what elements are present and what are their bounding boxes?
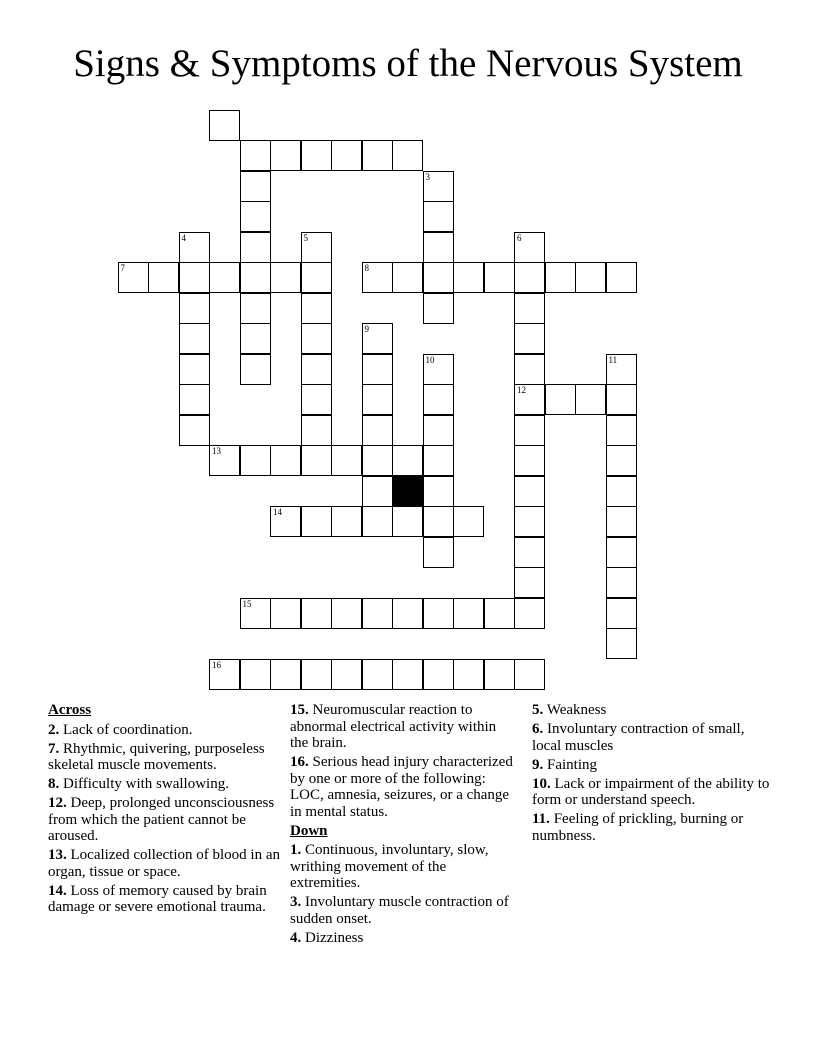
grid-cell[interactable]	[301, 232, 332, 263]
grid-cell[interactable]	[301, 415, 332, 446]
grid-cell[interactable]	[606, 384, 637, 415]
clue-text: Feeling of prickling, burning or numbness.	[532, 811, 744, 844]
clue-number: 6.	[532, 721, 544, 737]
grid-cell[interactable]	[423, 659, 454, 690]
clue-text: Loss of memory caused by brain damage or severe emotional trauma.	[48, 882, 267, 915]
across-clue-8	[48, 776, 284, 793]
grid-cell[interactable]	[362, 506, 393, 537]
clues-column-1	[48, 702, 284, 918]
clue-number-label: 3	[425, 171, 430, 182]
grid-cell[interactable]	[362, 415, 393, 446]
grid-cell[interactable]	[240, 293, 271, 324]
grid-cell[interactable]	[179, 293, 210, 324]
clue-number: 11.	[532, 811, 550, 827]
grid-cell[interactable]	[606, 598, 637, 629]
clue-number: 8.	[48, 776, 60, 792]
grid-cell[interactable]	[240, 201, 271, 232]
grid-cell[interactable]	[240, 354, 271, 385]
across-heading: Across	[48, 702, 92, 718]
grid-cell[interactable]	[362, 354, 393, 385]
grid-cell[interactable]	[301, 384, 332, 415]
clue-text: Localized collection of blood in an organ, tissue or space.	[48, 847, 281, 880]
black-cell	[392, 476, 423, 507]
grid-cell[interactable]	[453, 506, 484, 537]
grid-cell[interactable]	[423, 598, 454, 629]
clue-number: 3.	[290, 894, 302, 910]
grid-cell[interactable]	[484, 598, 515, 629]
clue-number-label: 16	[212, 659, 221, 670]
clue-number: 12.	[48, 795, 67, 811]
down-clue-9	[532, 757, 772, 774]
grid-cell[interactable]	[179, 384, 210, 415]
grid-cell[interactable]	[179, 354, 210, 385]
grid-cell[interactable]	[423, 262, 454, 293]
grid-cell[interactable]	[606, 628, 637, 659]
across-clue-12	[48, 795, 284, 845]
grid-cell[interactable]	[575, 262, 606, 293]
grid-cell[interactable]	[118, 262, 149, 293]
grid-cell[interactable]	[423, 293, 454, 324]
across-clue-2	[48, 722, 284, 739]
grid-cell[interactable]	[331, 506, 362, 537]
down-clue-3	[290, 894, 518, 927]
grid-cell[interactable]	[179, 415, 210, 446]
clue-number: 15.	[290, 702, 309, 718]
grid-cell[interactable]	[545, 384, 576, 415]
grid-cell[interactable]	[606, 262, 637, 293]
grid-cell[interactable]	[392, 262, 423, 293]
grid-cell[interactable]	[514, 659, 545, 690]
grid-cell[interactable]	[423, 201, 454, 232]
clue-text: Lack or impairment of the ability to form or understand speech.	[532, 775, 770, 808]
grid-cell[interactable]	[514, 232, 545, 263]
grid-cell[interactable]	[209, 110, 240, 141]
grid-cell[interactable]	[423, 384, 454, 415]
grid-cell[interactable]	[514, 293, 545, 324]
clue-number-label: 13	[212, 446, 221, 456]
clue-number: 2.	[48, 721, 60, 738]
grid-cell[interactable]	[179, 323, 210, 354]
grid-cell[interactable]	[301, 293, 332, 324]
grid-cell[interactable]	[423, 476, 454, 507]
grid-cell[interactable]	[301, 598, 332, 629]
grid-cell[interactable]	[606, 415, 637, 446]
clue-text: Rhythmic, quivering, purposeless skeletal muscle movements.	[48, 740, 265, 773]
grid-cell[interactable]	[331, 445, 362, 476]
across-clue-7	[48, 741, 284, 774]
clues-column-3	[532, 702, 772, 847]
grid-cell[interactable]	[606, 354, 637, 385]
grid-cell[interactable]	[514, 415, 545, 446]
grid-cell[interactable]	[514, 323, 545, 354]
grid-cell[interactable]	[179, 262, 210, 293]
grid-cell[interactable]	[362, 659, 393, 690]
grid-cell[interactable]	[240, 140, 271, 171]
down-clue-6	[532, 721, 772, 754]
grid-cell[interactable]	[240, 659, 271, 690]
clue-number: 4.	[290, 929, 302, 946]
grid-cell[interactable]	[606, 476, 637, 507]
grid-cell[interactable]	[453, 659, 484, 690]
clue-number: 5.	[532, 702, 544, 718]
grid-cell[interactable]	[423, 537, 454, 568]
across-clue-15	[290, 702, 518, 752]
clue-number: 7.	[48, 740, 60, 757]
grid-cell[interactable]	[392, 506, 423, 537]
grid-cell[interactable]	[148, 262, 179, 293]
grid-cell[interactable]	[423, 415, 454, 446]
grid-cell[interactable]	[362, 323, 393, 354]
grid-cell[interactable]	[301, 506, 332, 537]
clue-text: Deep, prolonged unconsciousness from which the patient cannot be aroused.	[48, 795, 275, 844]
grid-cell[interactable]	[545, 262, 576, 293]
grid-cell[interactable]	[331, 659, 362, 690]
grid-cell[interactable]	[514, 567, 545, 598]
down-clue-5	[532, 702, 772, 719]
grid-cell[interactable]	[270, 140, 301, 171]
clue-number: 10.	[532, 775, 551, 792]
grid-cell[interactable]	[270, 262, 301, 293]
grid-cell[interactable]	[514, 384, 545, 415]
grid-cell[interactable]	[270, 598, 301, 629]
grid-cell[interactable]	[606, 445, 637, 476]
clue-text: Fainting	[547, 756, 598, 773]
grid-cell[interactable]	[270, 506, 301, 537]
grid-cell[interactable]	[514, 354, 545, 385]
grid-cell[interactable]	[362, 445, 393, 476]
clue-number: 14.	[48, 882, 67, 899]
grid-cell[interactable]	[392, 659, 423, 690]
grid-cell[interactable]	[392, 140, 423, 171]
clue-text: Lack of coordination.	[63, 721, 193, 738]
clue-number-label: 5	[303, 232, 308, 243]
grid-cell[interactable]	[362, 384, 393, 415]
clue-text: Weakness	[546, 702, 607, 718]
grid-cell[interactable]	[209, 262, 240, 293]
grid-cell[interactable]	[423, 232, 454, 263]
clue-number: 1.	[290, 842, 302, 858]
clues-column-2	[290, 702, 518, 949]
grid-cell[interactable]	[240, 262, 271, 293]
grid-cell[interactable]	[514, 476, 545, 507]
clue-number-label: 8	[364, 263, 369, 273]
grid-cell[interactable]	[606, 537, 637, 568]
grid-cell[interactable]	[423, 354, 454, 385]
page-title: Signs & Symptoms of the Nervous System	[73, 42, 743, 85]
grid-cell[interactable]	[423, 171, 454, 202]
clue-text: Difficulty with swallowing.	[63, 776, 229, 792]
grid-cell[interactable]	[362, 476, 393, 507]
grid-cell[interactable]	[240, 323, 271, 354]
clue-text: Involuntary muscle contraction of sudden onset.	[290, 894, 509, 927]
clue-number-label: 4	[181, 232, 186, 243]
clue-text: Dizziness	[305, 929, 364, 946]
clue-number: 9.	[532, 756, 544, 773]
grid-cell[interactable]	[575, 384, 606, 415]
grid-cell[interactable]	[392, 445, 423, 476]
clue-text: Neuromuscular reaction to abnormal electrical activity within the brain.	[290, 702, 497, 751]
grid-cell[interactable]	[514, 537, 545, 568]
grid-cell[interactable]	[514, 598, 545, 629]
clue-number: 13.	[48, 847, 67, 863]
clue-number-label: 7	[120, 263, 125, 273]
grid-cell[interactable]	[423, 445, 454, 476]
across-clue-13	[48, 847, 284, 880]
clue-number: 16.	[290, 754, 309, 770]
grid-cell[interactable]	[301, 354, 332, 385]
grid-cell[interactable]	[240, 232, 271, 263]
clue-text: Continuous, involuntary, slow, writhing movement of the extremities.	[290, 842, 489, 891]
down-clue-11	[532, 811, 772, 844]
grid-cell[interactable]	[179, 232, 210, 263]
down-heading: Down	[290, 822, 328, 839]
grid-cell[interactable]	[209, 659, 240, 690]
clue-number-label: 12	[517, 385, 526, 395]
grid-cell[interactable]	[453, 598, 484, 629]
across-clue-16	[290, 754, 518, 820]
grid-cell[interactable]	[301, 445, 332, 476]
down-clue-1	[290, 842, 518, 892]
grid-cell[interactable]	[484, 262, 515, 293]
clue-number-label: 14	[273, 507, 282, 517]
grid-cell[interactable]	[362, 140, 393, 171]
grid-cell[interactable]	[301, 140, 332, 171]
grid-cell[interactable]	[514, 445, 545, 476]
clue-number-label: 11	[608, 354, 618, 365]
grid-cell[interactable]	[362, 598, 393, 629]
grid-cell[interactable]	[514, 262, 545, 293]
grid-cell[interactable]	[270, 659, 301, 690]
grid-cell[interactable]	[392, 598, 423, 629]
grid-cell[interactable]	[423, 506, 454, 537]
grid-cell[interactable]	[331, 598, 362, 629]
grid-cell[interactable]	[331, 140, 362, 171]
clue-number-label: 9	[364, 324, 369, 334]
grid-cell[interactable]	[606, 506, 637, 537]
grid-cell[interactable]	[240, 171, 271, 202]
grid-cell[interactable]	[301, 262, 332, 293]
grid-cell[interactable]	[301, 659, 332, 690]
clue-text: Serious head injury characterized by one or more of the following: LOC, amnesia, seizures, or a change in mental status.	[290, 754, 513, 820]
grid-cell[interactable]	[453, 262, 484, 293]
grid-cell[interactable]	[240, 445, 271, 476]
grid-cell[interactable]	[209, 445, 240, 476]
across-clue-14	[48, 883, 284, 916]
clue-number-label: 15	[242, 598, 252, 609]
grid-cell[interactable]	[514, 506, 545, 537]
grid-cell[interactable]	[362, 262, 393, 293]
grid-cell[interactable]	[484, 659, 515, 690]
down-clue-10	[532, 776, 772, 809]
clue-text: Involuntary contraction of small, local muscles	[532, 721, 745, 754]
clue-number-label: 10	[425, 354, 435, 365]
clue-number-label: 6	[517, 232, 522, 243]
grid-cell[interactable]	[301, 323, 332, 354]
grid-cell[interactable]	[270, 445, 301, 476]
grid-cell[interactable]	[606, 567, 637, 598]
down-clue-4	[290, 930, 518, 947]
grid-cell[interactable]	[240, 598, 271, 629]
